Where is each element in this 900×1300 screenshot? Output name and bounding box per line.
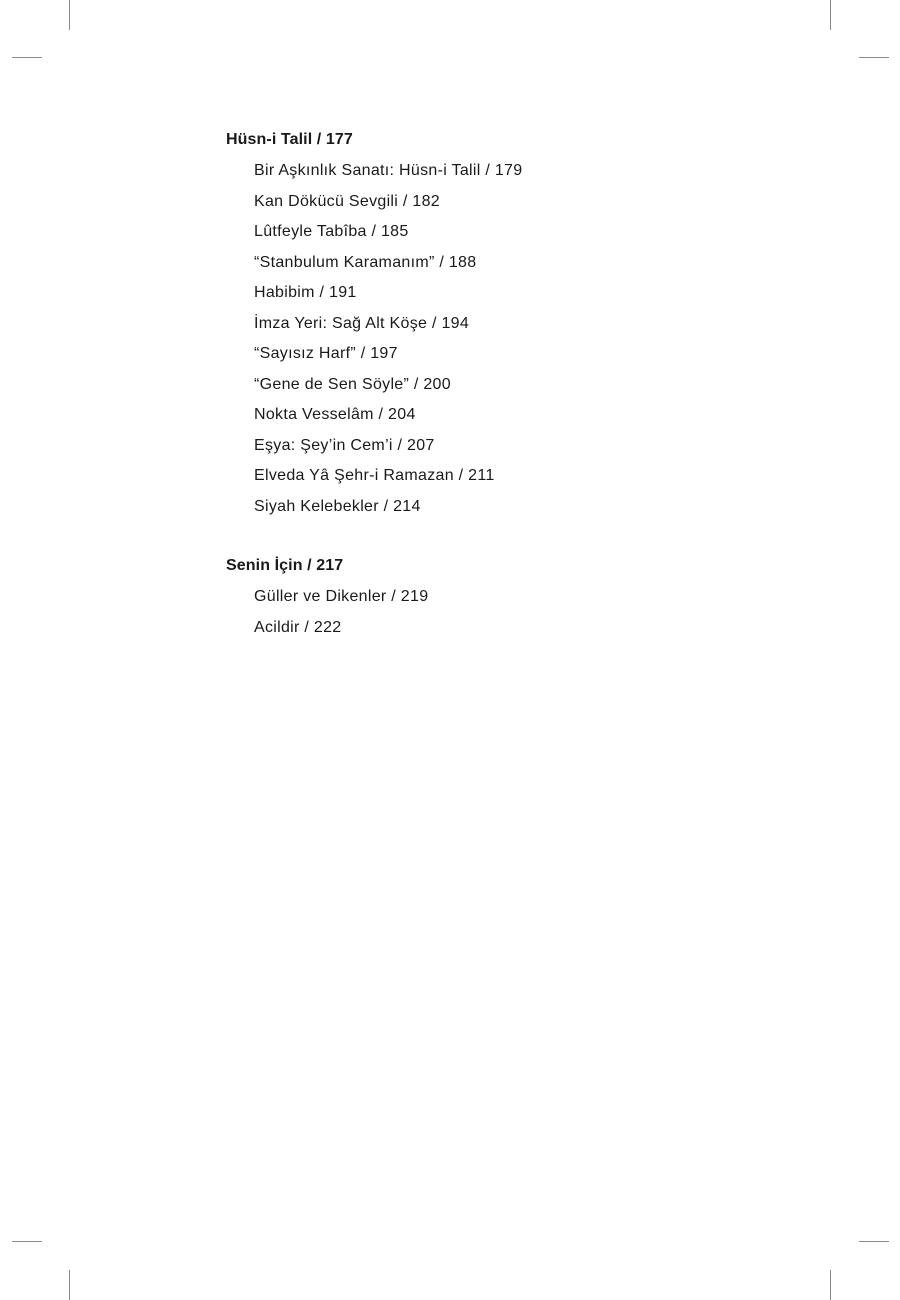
section-title: Senin İçin / 217	[226, 557, 344, 574]
toc-entry: Habibim / 191	[254, 284, 357, 301]
toc-entry: “Stanbulum Karamanım” / 188	[254, 253, 477, 271]
toc-entry: Güller ve Dikenler / 219	[254, 588, 429, 605]
crop-mark-bottom-right-horizontal	[859, 1241, 889, 1242]
toc-entry: Nokta Vesselâm / 204	[254, 406, 416, 423]
toc-entry: Acildir / 222	[254, 618, 342, 636]
toc-entry: Lûtfeyle Tabîba / 185	[254, 223, 409, 240]
crop-mark-top-left-horizontal	[12, 57, 42, 58]
toc-entry: İmza Yeri: Sağ Alt Köşe / 194	[254, 314, 470, 332]
crop-mark-top-left-vertical	[69, 0, 70, 30]
section-title: Hüsn-i Talil / 177	[226, 131, 353, 148]
crop-mark-top-right-vertical	[830, 0, 831, 30]
toc-entry: “Gene de Sen Söyle” / 200	[254, 375, 451, 393]
toc-entry: Siyah Kelebekler / 214	[254, 497, 421, 515]
table-of-contents	[226, 128, 786, 675]
crop-mark-bottom-right-vertical	[830, 1270, 831, 1300]
toc-entry: “Sayısız Harf” / 197	[254, 345, 398, 362]
toc-section	[226, 554, 786, 646]
toc-entry: Elveda Yâ Şehr-i Ramazan / 211	[254, 467, 495, 484]
crop-mark-bottom-left-vertical	[69, 1270, 70, 1300]
toc-entry: Kan Dökücü Sevgili / 182	[254, 192, 440, 210]
crop-mark-bottom-left-horizontal	[12, 1241, 42, 1242]
crop-mark-top-right-horizontal	[859, 57, 889, 58]
toc-entry: Bir Aşkınlık Sanatı: Hüsn-i Talil / 179	[254, 162, 523, 179]
toc-section	[226, 128, 786, 525]
toc-entry: Eşya: Şey’in Cem’i / 207	[254, 436, 435, 454]
